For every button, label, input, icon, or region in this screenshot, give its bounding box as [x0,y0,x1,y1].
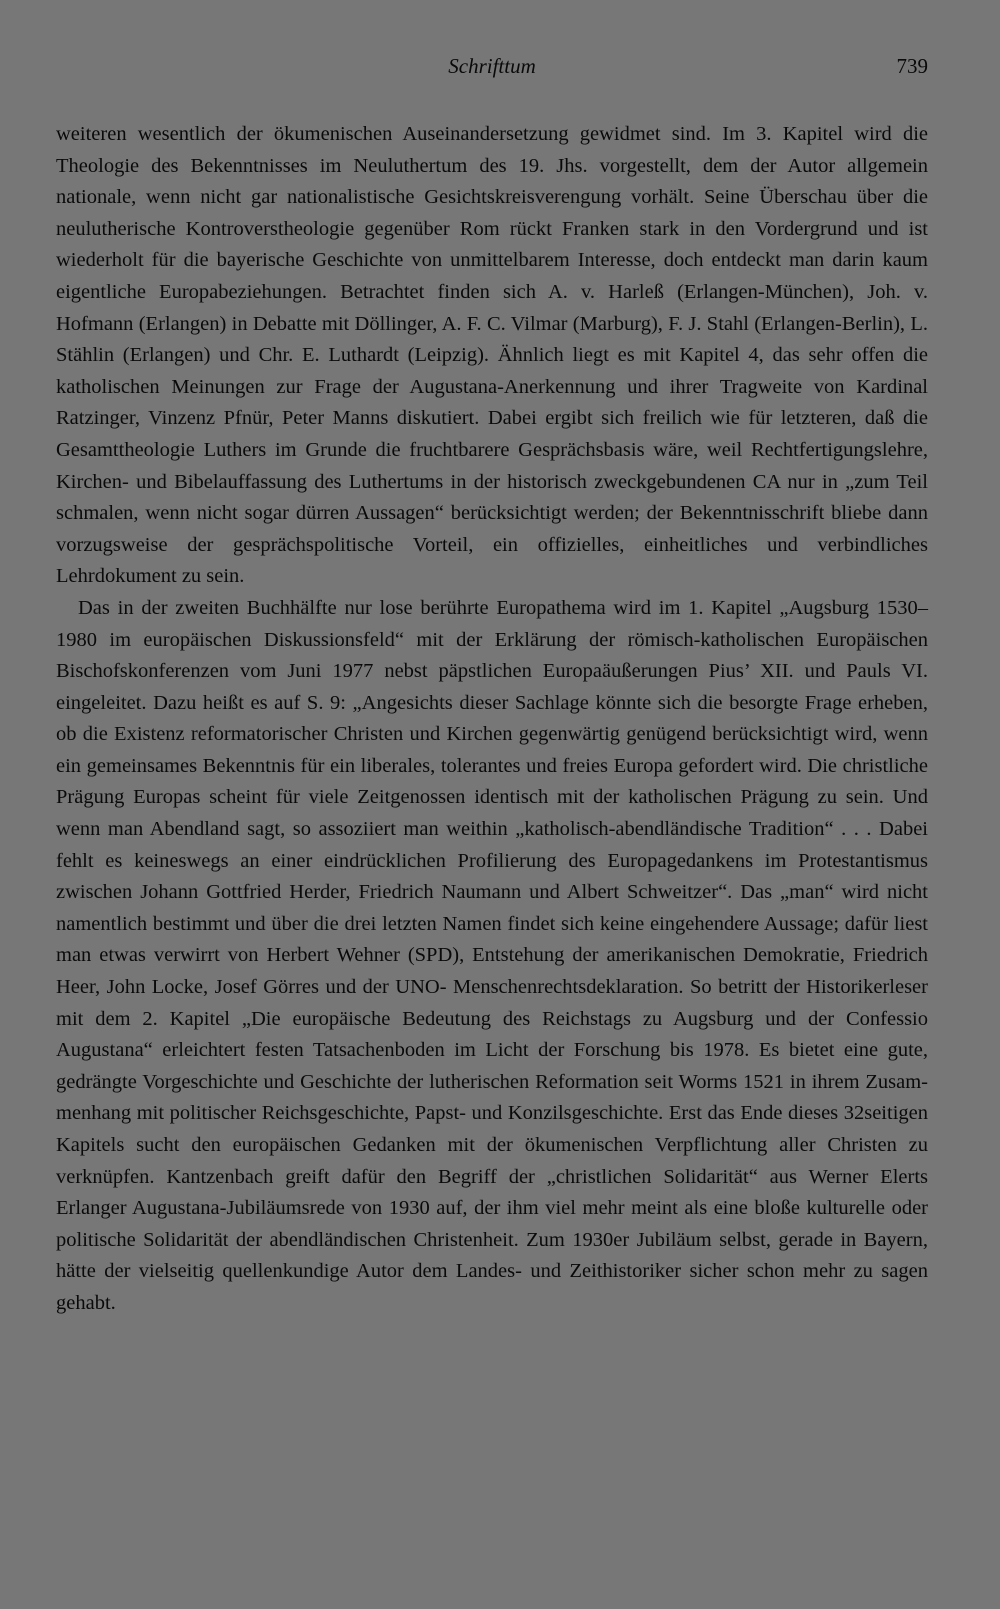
running-title: Schrifttum [448,54,536,78]
running-head [56,52,928,82]
paragraph-1: weiteren wesentlich der ökumenischen Auseinandersetzung gewidmet sind. Im 3. Kapitel wird die Theologie des Bekenntnisses im Neuluthertum des 19. Jhs. vorgestellt, dem der Autor allgemein nationale, wenn nicht gar nationalistische Gesichtskreisverengung vorhält. Seine Überschau über die neulutherische Kontroverstheologie gegenüber Rom rückt Franken stark in den Vordergrund und ist wiederholt für die bayerische Geschichte von unmittelbarem Interesse, doch entdeckt man darin kaum eigentliche Europabeziehungen. Betrachtet finden sich A. v. Harleß (Erlangen-München), Joh. v. Hofmann (Erlangen) in Debatte mit Döllinger, A. F. C. Vilmar (Marburg), F. J. Stahl (Erlangen-Berlin), L. Stählin (Erlangen) und Chr. E. Luthardt (Leipzig). Ähnlich liegt es mit Kapitel 4, das sehr offen die katholischen Meinungen zur Frage der Augustana-Anerkennung und ihrer Tragweite von Kardinal Ratzinger, Vinzenz Pfnür, Peter Manns diskutiert. Dabei ergibt sich freilich wie für letzteren, daß die Gesamttheologie Luthers im Grunde die fruchtbarere Gesprächsbasis wäre, weil Rechtfertigungslehre, Kirchen- und Bibelauffassung des Luthertums in der historisch zweckgebundenen CA nur in „zum Teil schmalen, wenn nicht sogar dürren Aussagen“ berücksichtigt werden; der Bekenntnisschrift bliebe dann vorzugsweise der gesprächspolitische Vorteil, ein offizielles, einheitliches und verbindliches Lehrdokument zu sein. [56,123,928,588]
page-number: 739 [896,54,928,78]
body-text [56,119,928,1320]
paragraph-2: Das in der zweiten Buchhälfte nur lose berührte Europathema wird im 1. Kapitel „Augsburg 1530–1980 im europäischen Diskussionsfeld“ mit der Erklärung der römisch-katholischen Europäischen Bischofskonferenzen vom Juni 1977 nebst päpstlichen Europaäußerungen Pius’ XII. und Pauls VI. eingeleitet. Dazu heißt es auf S. 9: „Angesichts dieser Sachlage könnte sich die besorgte Frage erheben, ob die Existenz reformatorischer Christen und Kirchen gegenwärtig genügend berücksichtigt wird, wenn ein gemeinsames Bekenntnis für ein liberales, tolerantes und freies Europa gefordert wird. Die christliche Prägung Europas scheint für viele Zeitgenossen identisch mit der katholischen Prägung zu sein. Und wenn man Abendland sagt, so assoziiert man weithin „katholisch-abendländische Tradition“ . . . Dabei fehlt es keineswegs an einer eindrücklichen Profilierung des Europagedankens im Protestantismus zwischen Johann Gottfried Herder, Friedrich Naumann und Albert Schweitzer“. Das „man“ wird nicht namentlich bestimmt und über die drei letzten Namen findet sich keine eingehendere Aussage; dafür liest man etwas verwirrt von Herbert Wehner (SPD), Entstehung der amerikanischen Demokratie, Friedrich Heer, John Locke, Josef Görres und der UNO- Menschenrechtsdeklaration. So betritt der Historikerleser mit dem 2. Kapitel „Die europäische Bedeutung des Reichstags zu Augsburg und der Confessio Augustana“ erleichtert festen Tatsachenboden im Licht der Forschung bis 1978. Es bietet eine gute, gedrängte Vorgeschichte und Geschichte der lutherischen Reformation seit Worms 1521 in ihrem Zusammenhang mit politischer Reichsgeschichte, Papst- und Konzilsgeschichte. Erst das Ende dieses 32seitigen Kapitels sucht den europäischen Gedanken mit der ökumenischen Verpflichtung aller Christen zu verknüpfen. Kantzenbach greift dafür den Begriff der „christlichen Solidarität“ aus Werner Elerts Erlanger Augustana-Jubiläumsrede von 1930 auf, der ihm viel mehr meint als eine bloße kulturelle oder politische Solidarität der abendländischen Christenheit. Zum 1930er Jubiläum selbst, gerade in Bayern, hätte der vielseitig quellenkundige Autor dem Landes- und Zeithistoriker sicher schon mehr zu sagen gehabt. [56,596,928,1314]
